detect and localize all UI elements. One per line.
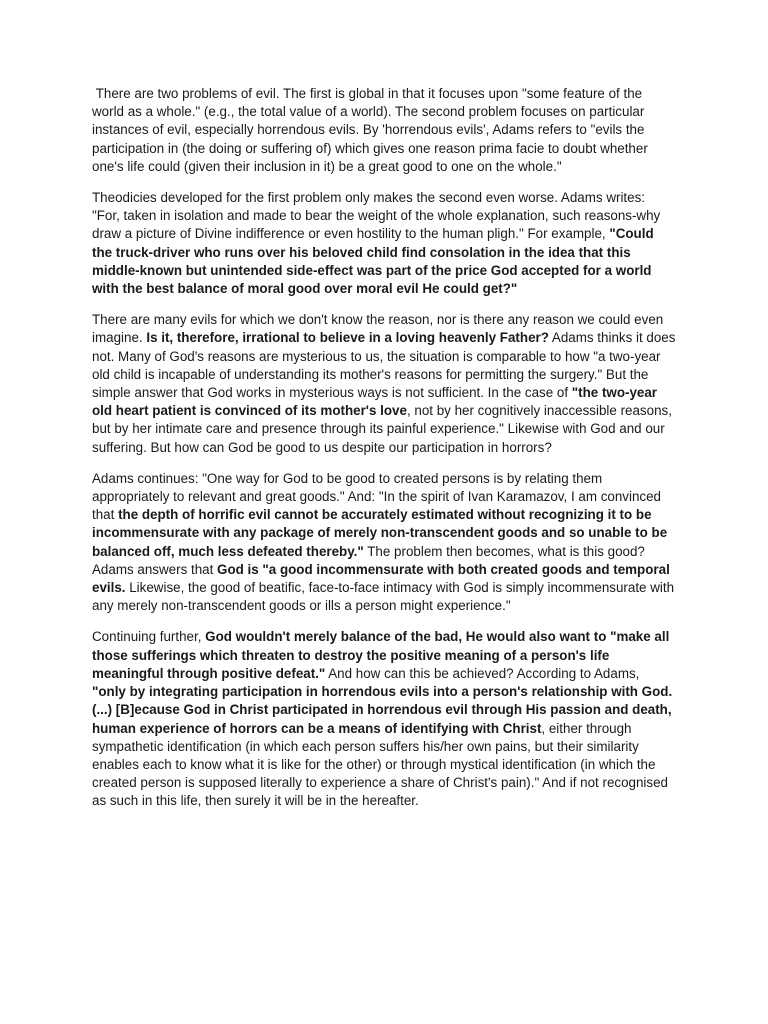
text-run: Continuing further, [92,629,206,645]
bold-text-run: "only by integrating participation in horrendous evils into a person's relationship with God. (...) [B]ecause God in Christ participated in horrendous evil through His passion and death, human experience of horrors can be a means of identifying with Christ [92,684,676,736]
bold-text-run: "the two-year old heart patient is convinced of its mother's love [92,385,661,419]
paragraph [92,85,676,176]
paragraph [92,311,680,457]
text-run: , not by her cognitively inaccessible reasons, but by her intimate care and presence through its painful experience." Likewise with God and our suffering. But how can God be good to us despite our participation in horrors? [92,403,676,455]
text-run: Likewise, the good of beatific, face-to-face intimacy with God is simply incommensurate with any merely non-transcendent goods or ills a person might experience." [92,580,678,614]
bold-text-run: Is it, therefore, irrational to believe in a loving heavenly Father? [146,330,549,346]
text-run: There are two problems of evil. The first is global in that it focuses upon "some feature of the world as a whole." (e.g., the total value of a world). The second problem focuses on particular instances of evil, especially horrendous evils. By 'horrendous evils', Adams refers to "evils the participation in (the doing or suffering of) which gives one reason prima facie to doubt whether one's life could (given their inclusion in it) be a great good to one on the whole." [92,86,652,174]
text-run: And how can this be achieved? According to Adams, [325,665,644,681]
text-run: , either through sympathetic identification (in which each person suffers his/her own pains, but their similarity enables each to know what it is like for the other) or through mystical identification (in which the created person is supposed literally to experience a share of Christ's pain)." And if not recognised as such in this life, then surely it will be in the hereafter. [92,720,672,809]
paragraph [92,628,676,810]
paragraph [92,470,676,616]
bold-text-run: God wouldn't merely balance of the bad, He would also want to "make all those sufferings which threaten to destroy the positive meaning of a person's life meaningful through positive defeat." [92,629,674,681]
bold-text-run: God is "a good incommensurate with both created goods and temporal evils. [92,561,674,596]
text-run: There are many evils for which we don't know the reason, nor is there any reason we could even imagine. [92,312,667,346]
text-run: Theodicies developed for the first problem only makes the second even worse. Adams writes: "For, taken in isolation and made to bear the weight of the whole explanation, such reasons-why draw a picture of Divine indifference or even hostility to the human pligh." For example, [92,190,664,242]
bold-text-run: "Could the truck-driver who runs over his beloved child find consolation in the idea that this middle-known but unintended side-effect was part of the price God accepted for a world with the best balance of moral good over moral evil He could get?" [92,226,658,297]
text-run: Adams continues: "One way for God to be good to created persons is by relating them appropriately to relevant and great goods." And: "In the spirit of Ivan Karamazov, I am convinced that [92,470,665,523]
text-run: The problem then becomes, what is this good? Adams answers that [92,543,648,577]
paragraph [92,189,676,298]
bold-text-run: the depth of horrific evil cannot be accurately estimated without recognizing it to be incommensurate with any package of merely non-transcendent goods and so unable to be balanced off, much less defeated thereby." [92,507,671,559]
text-run: Adams thinks it does not. Many of God's reasons are mysterious to us, the situation is comparable to how "a two-year old child is incapable of understanding its mother's reasons for permitting the surgery." But the simple answer that God works in mysterious ways is not sufficient. In the case of [92,330,680,401]
document-body [92,85,680,824]
